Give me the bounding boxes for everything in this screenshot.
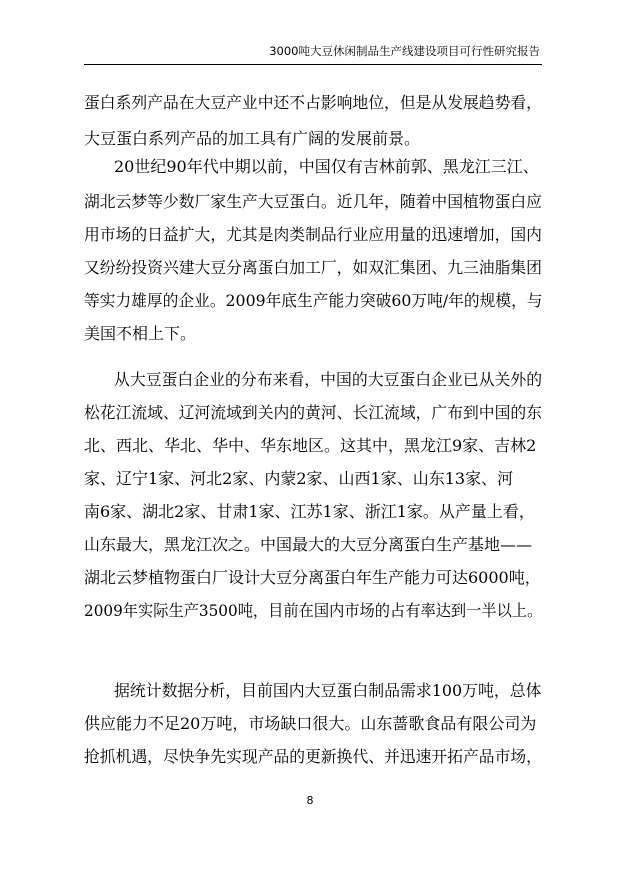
paragraph-2-line-2: 湖北云梦等少数厂家生产大豆蛋白。近几年，随着中国植物蛋白应 bbox=[84, 192, 542, 211]
paragraph-3-line-8: 2009年实际生产3500吨，目前在国内市场的占有率达到一半以上。 bbox=[84, 601, 543, 620]
paragraph-3-line-6: 山东最大，黑龙江次之。中国最大的大豆分离蛋白生产基地—— bbox=[84, 535, 533, 554]
paragraph-2-line-5: 等实力雄厚的企业。2009年底生产能力突破60万吨/年的规模，与 bbox=[84, 291, 543, 310]
paragraph-4-line-2: 供应能力不足20万吨，市场缺口很大。山东蔷歌食品有限公司为 bbox=[84, 714, 537, 733]
paragraph-3-line-4: 家、辽宁1家、河北2家、内蒙2家、山西1家、山东13家、河 bbox=[84, 469, 514, 488]
paragraph-1-line-1: 蛋白系列产品在大豆产业中还不占影响地位，但是从发展趋势看， bbox=[84, 93, 542, 112]
paragraph-3-line-7: 湖北云梦植物蛋白厂设计大豆分离蛋白年生产能力可达6000吨， bbox=[84, 568, 541, 587]
paragraph-3-line-1: 从大豆蛋白企业的分布来看，中国的大豆蛋白企业已从关外的 bbox=[114, 370, 543, 389]
paragraph-3-line-5: 南6家、湖北2家、甘肃1家、江苏1家、浙江1家。从产量上看， bbox=[84, 502, 535, 521]
paragraph-2-line-1: 20世纪90年代中期以前，中国仅有吉林前郭、黑龙江三江、 bbox=[114, 157, 539, 176]
paragraph-3-line-2: 松花江流域、辽河流域到关内的黄河、长江流域，广布到中国的东 bbox=[84, 403, 542, 422]
paragraph-2-line-6: 美国不相上下。 bbox=[84, 324, 197, 343]
paragraph-4-line-1: 据统计数据分析，目前国内大豆蛋白制品需求100万吨，总体 bbox=[114, 681, 542, 700]
paragraph-4-line-3: 抢抓机遇，尽快争先实现产品的更新换代、并迅速开拓产品市场， bbox=[84, 747, 542, 766]
header-title: 3000吨大豆休闲制品生产线建设项目可行性研究报告 bbox=[269, 44, 540, 58]
paragraph-3-line-3: 北、西北、华北、华中、华东地区。这其中，黑龙江9家、吉林2 bbox=[84, 436, 537, 455]
page-number: 8 bbox=[306, 794, 314, 807]
paragraph-2-line-3: 用市场的日益扩大，尤其是肉类制品行业应用量的迅速增加，国内 bbox=[84, 225, 542, 244]
paragraph-1-line-2: 大豆蛋白系列产品的加工具有广阔的发展前景。 bbox=[84, 129, 421, 148]
paragraph-2-line-4: 又纷纷投资兴建大豆分离蛋白加工厂，如双汇集团、九三油脂集团 bbox=[84, 258, 542, 277]
page-header bbox=[84, 40, 542, 65]
